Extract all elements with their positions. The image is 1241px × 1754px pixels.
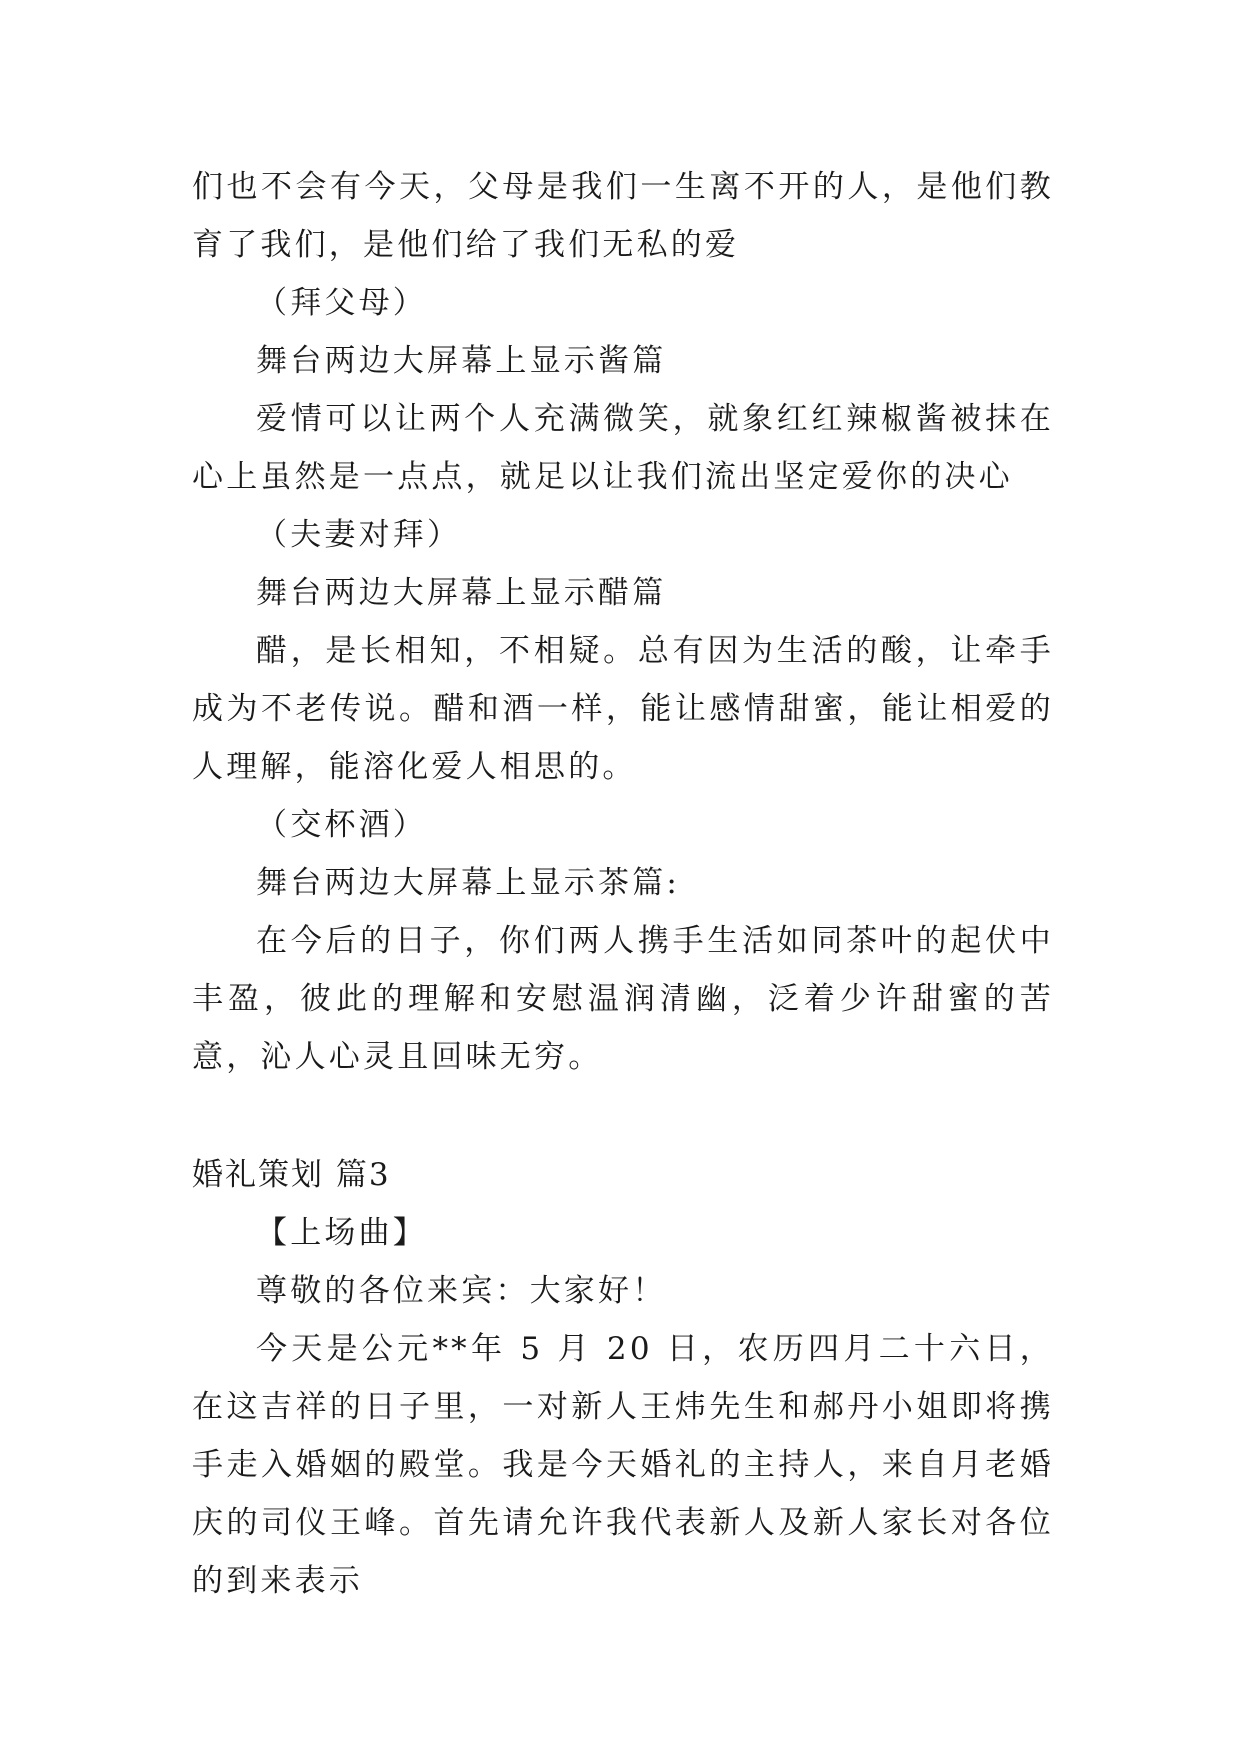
- paragraph: 在今后的日子，你们两人携手生活如同茶叶的起伏中丰盈，彼此的理解和安慰温润清幽，泛着少许甜蜜的苦意，沁人心灵且回味无穷。: [192, 923, 1054, 1075]
- paragraph: 舞台两边大屏幕上显示酱篇: [256, 343, 667, 379]
- paragraph: （夫妻对拜）: [256, 517, 462, 553]
- section-heading: 婚礼策划 篇3: [192, 1157, 391, 1193]
- paragraph: （交杯酒）: [256, 807, 427, 843]
- paragraph: （拜父母）: [256, 285, 427, 321]
- paragraph: 舞台两边大屏幕上显示茶篇:: [256, 865, 681, 901]
- paragraph: 尊敬的各位来宾：大家好！: [256, 1273, 667, 1309]
- paragraph: 舞台两边大屏幕上显示醋篇: [256, 575, 667, 611]
- paragraph: 醋，是长相知，不相疑。总有因为生活的酸，让牵手成为不老传说。醋和酒一样，能让感情甜蜜，能让相爱的人理解，能溶化爱人相思的。: [192, 633, 1054, 785]
- paragraph: 今天是公元**年 5 月 20 日，农历四月二十六日，在这吉祥的日子里，一对新人王炜先生和郝丹小姐即将携手走入婚姻的殿堂。我是今天婚礼的主持人，来自月老婚庆的司仪王峰。首先请允许我代表新人及新人家长对各位的到来表示: [192, 1331, 1054, 1599]
- paragraph: 爱情可以让两个人充满微笑，就象红红辣椒酱被抹在心上虽然是一点点，就足以让我们流出坚定爱你的决心: [192, 401, 1054, 495]
- paragraph: 【上场曲】: [256, 1215, 427, 1251]
- document-body: [192, 158, 1054, 1610]
- paragraph: 们也不会有今天，父母是我们一生离不开的人，是他们教育了我们，是他们给了我们无私的爱: [192, 169, 1054, 263]
